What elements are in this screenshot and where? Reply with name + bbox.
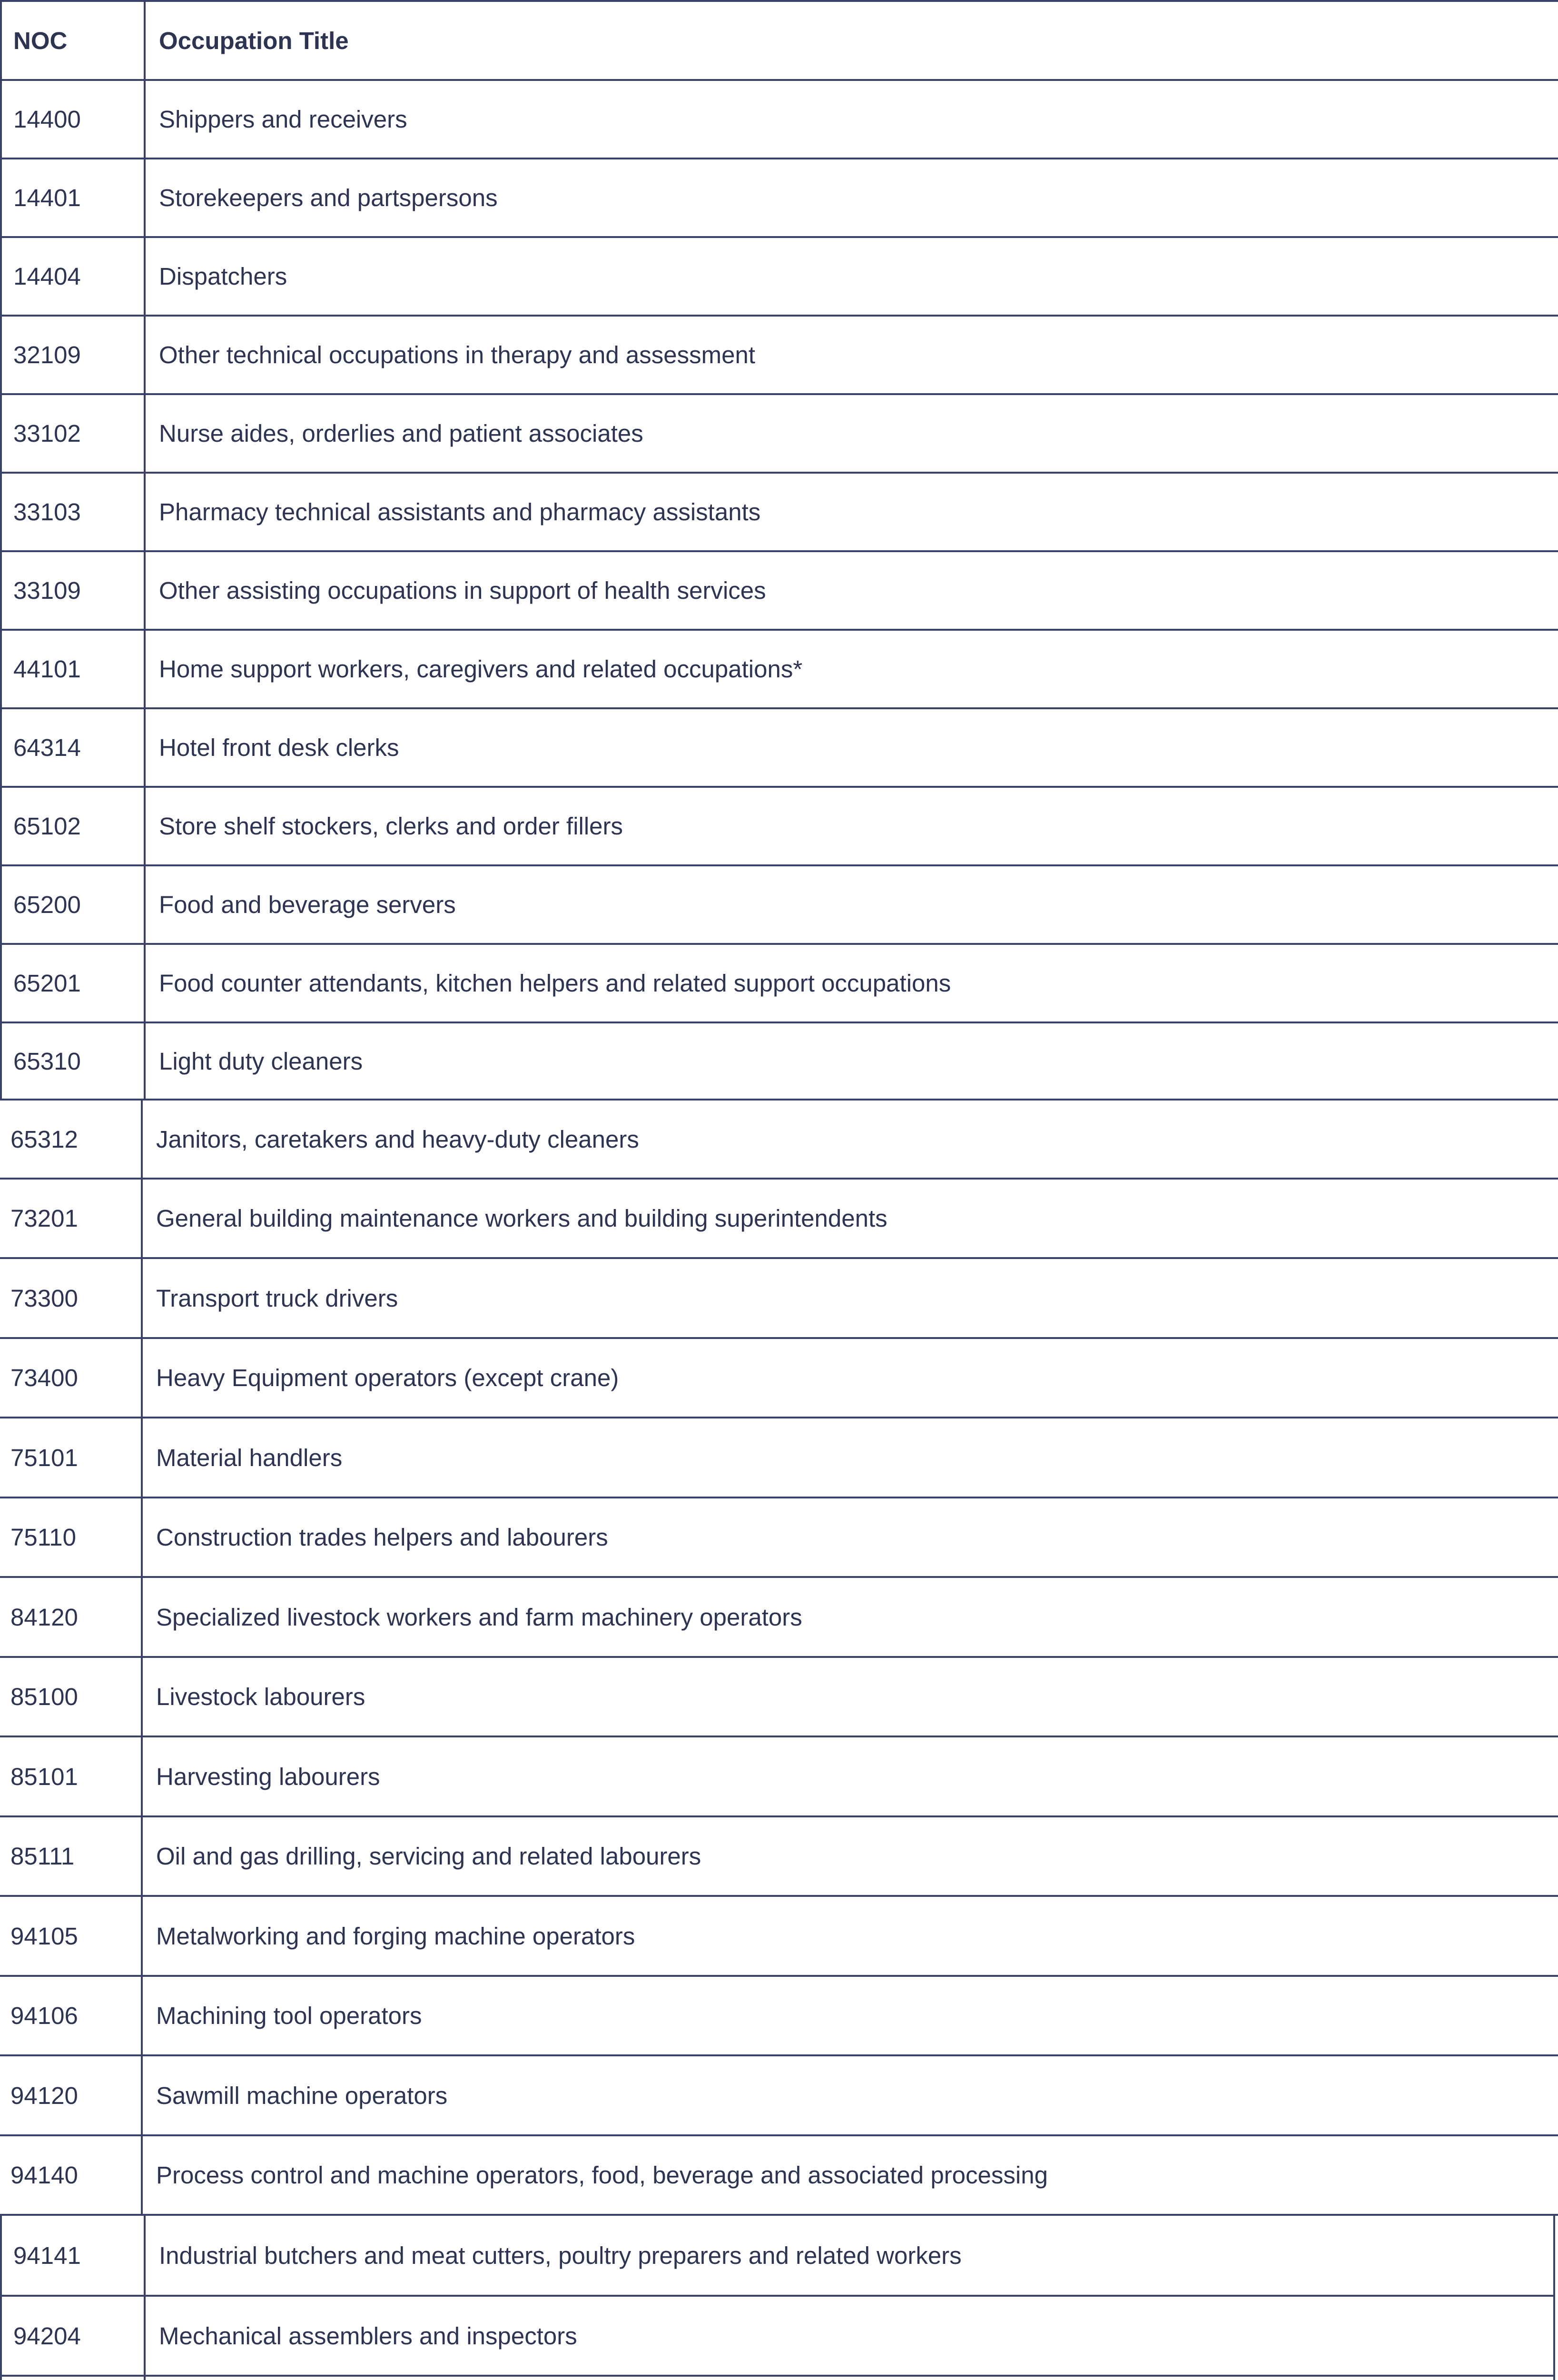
noc-cell: 33109 xyxy=(13,577,81,604)
table-row xyxy=(0,1737,1558,1817)
table-row xyxy=(0,238,1558,317)
table-row xyxy=(0,788,1558,866)
occupation-title-cell xyxy=(146,2377,1555,2380)
table-row xyxy=(0,1339,1558,1418)
table-row xyxy=(0,1977,1558,2056)
table-left-border xyxy=(0,864,2,945)
noc-cell: 85111 xyxy=(10,1843,75,1870)
noc-cell: 73300 xyxy=(10,1284,78,1312)
noc-cell: 65102 xyxy=(13,813,81,840)
occupation-title-cell: Industrial butchers and meat cutters, poultry preparers and related workers xyxy=(159,2241,962,2269)
table-left-border xyxy=(0,786,2,866)
noc-cell: 65310 xyxy=(13,1047,81,1075)
noc-cell: 94204 xyxy=(13,2322,81,2350)
table-row xyxy=(0,1498,1558,1578)
occupation-title-cell: Construction trades helpers and labourers xyxy=(156,1524,608,1551)
occupation-title-cell: Material handlers xyxy=(156,1444,343,1471)
occupation-title-cell: Store shelf stockers, clerks and order fillers xyxy=(159,813,623,840)
table-row xyxy=(0,2136,1558,2216)
table-row xyxy=(0,1259,1558,1339)
table-left-border xyxy=(0,1021,2,1101)
noc-cell: 94120 xyxy=(10,2082,78,2109)
table-row xyxy=(0,1023,1558,1101)
header-noc: NOC xyxy=(13,27,68,54)
occupation-title-cell: Hotel front desk clerks xyxy=(159,734,399,761)
table-row xyxy=(0,2216,1555,2297)
table-row xyxy=(0,945,1558,1023)
table-right-border xyxy=(1553,2295,1555,2377)
table-left-border xyxy=(0,158,2,238)
noc-cell: 32109 xyxy=(13,341,81,368)
occupation-title-cell: Transport truck drivers xyxy=(156,1284,398,1312)
noc-cell: 85100 xyxy=(10,1683,78,1710)
noc-cell: 65200 xyxy=(13,891,81,918)
table-row xyxy=(0,709,1558,788)
occupation-title-cell: Dispatchers xyxy=(159,263,287,290)
header-occupation-title: Occupation Title xyxy=(159,27,349,54)
occupation-title-cell: Shippers and receivers xyxy=(159,106,407,133)
occupation-title-cell: Specialized livestock workers and farm machinery operators xyxy=(156,1603,802,1631)
occupation-title-cell: Sawmill machine operators xyxy=(156,2082,448,2109)
noc-cell: 94140 xyxy=(10,2162,78,2189)
noc-cell: 75101 xyxy=(10,1444,78,1471)
table-row xyxy=(0,631,1558,709)
table-row xyxy=(0,1658,1558,1737)
table-row xyxy=(0,1180,1558,1259)
noc-cell: 14401 xyxy=(13,184,81,211)
table-left-border xyxy=(0,236,2,317)
noc-cell: 73400 xyxy=(10,1364,78,1391)
occupation-title-cell: Home support workers, caregivers and related occupations* xyxy=(159,655,803,683)
table-row xyxy=(0,552,1558,631)
occupation-title-cell: Machining tool operators xyxy=(156,2002,422,2029)
occupation-title-cell: Oil and gas drilling, servicing and related labourers xyxy=(156,1843,701,1870)
noc-cell: 65312 xyxy=(10,1125,78,1153)
noc-cell: 94106 xyxy=(10,2002,78,2029)
table-left-border xyxy=(0,393,2,474)
table-row xyxy=(0,1418,1558,1498)
noc-cell: 73201 xyxy=(10,1205,78,1232)
table-row xyxy=(0,2056,1558,2136)
noc-cell: 44101 xyxy=(13,655,81,683)
table-right-border xyxy=(1553,2214,1555,2297)
table-left-border xyxy=(0,550,2,631)
occupation-title-cell: General building maintenance workers and building superintendents xyxy=(156,1205,887,1232)
table-row xyxy=(0,1578,1558,1658)
occupation-title-cell: Storekeepers and partspersons xyxy=(159,184,498,211)
noc-cell: 75110 xyxy=(10,1524,77,1551)
table-left-border xyxy=(0,79,2,159)
table-right-border xyxy=(1553,2375,1555,2380)
noc-cell: 64314 xyxy=(13,734,81,761)
table-row xyxy=(0,317,1558,395)
table-row xyxy=(0,1897,1558,1977)
noc-cell xyxy=(0,2377,144,2380)
table-row xyxy=(0,395,1558,474)
occupation-title-cell: Harvesting labourers xyxy=(156,1763,380,1790)
occupation-title-cell: Livestock labourers xyxy=(156,1683,365,1710)
occupation-title-cell: Food and beverage servers xyxy=(159,891,456,918)
table-left-border xyxy=(0,315,2,395)
table-row xyxy=(0,1817,1558,1897)
table-row xyxy=(0,866,1558,945)
noc-cell: 85101 xyxy=(10,1763,78,1790)
occupation-title-cell: Other technical occupations in therapy and assessment xyxy=(159,341,756,368)
occupation-title-cell: Nurse aides, orderlies and patient associates xyxy=(159,420,643,447)
table-left-border xyxy=(0,707,2,788)
noc-cell: 94141 xyxy=(13,2241,81,2269)
noc-cell: 14404 xyxy=(13,263,81,290)
occupation-title-cell: Food counter attendants, kitchen helpers and related support occupations xyxy=(159,970,951,997)
noc-cell: 33103 xyxy=(13,498,81,526)
table-left-border xyxy=(0,2214,2,2297)
table-row xyxy=(0,1101,1558,1180)
occupation-title-cell: Process control and machine operators, food, beverage and associated processing xyxy=(156,2162,1048,2189)
table-row xyxy=(0,474,1558,552)
table-row xyxy=(0,2297,1555,2377)
table-left-border xyxy=(0,0,2,81)
noc-cell: 65201 xyxy=(13,970,81,997)
occupation-title-cell: Metalworking and forging machine operators xyxy=(156,1922,635,1950)
occupation-title-cell: Mechanical assemblers and inspectors xyxy=(159,2322,577,2350)
table-row xyxy=(0,2377,1555,2380)
occupation-title-cell: Light duty cleaners xyxy=(159,1047,363,1075)
occupation-title-cell: Pharmacy technical assistants and pharmacy assistants xyxy=(159,498,761,526)
table-left-border xyxy=(0,472,2,552)
occupation-title-cell: Other assisting occupations in support of health services xyxy=(159,577,766,604)
noc-cell: 94105 xyxy=(10,1922,78,1950)
noc-cell: 33102 xyxy=(13,420,81,447)
table-left-border xyxy=(0,629,2,709)
table-row xyxy=(0,81,1558,159)
table-header-row xyxy=(0,2,1558,81)
noc-cell: 14400 xyxy=(13,106,81,133)
table-left-border xyxy=(0,2375,2,2380)
occupation-title-cell: Janitors, caretakers and heavy-duty cleaners xyxy=(156,1125,639,1153)
noc-cell: 84120 xyxy=(10,1603,78,1631)
occupation-title-cell: Heavy Equipment operators (except crane) xyxy=(156,1364,619,1391)
table-left-border xyxy=(0,2295,2,2377)
table-left-border xyxy=(0,943,2,1023)
table-row xyxy=(0,159,1558,238)
